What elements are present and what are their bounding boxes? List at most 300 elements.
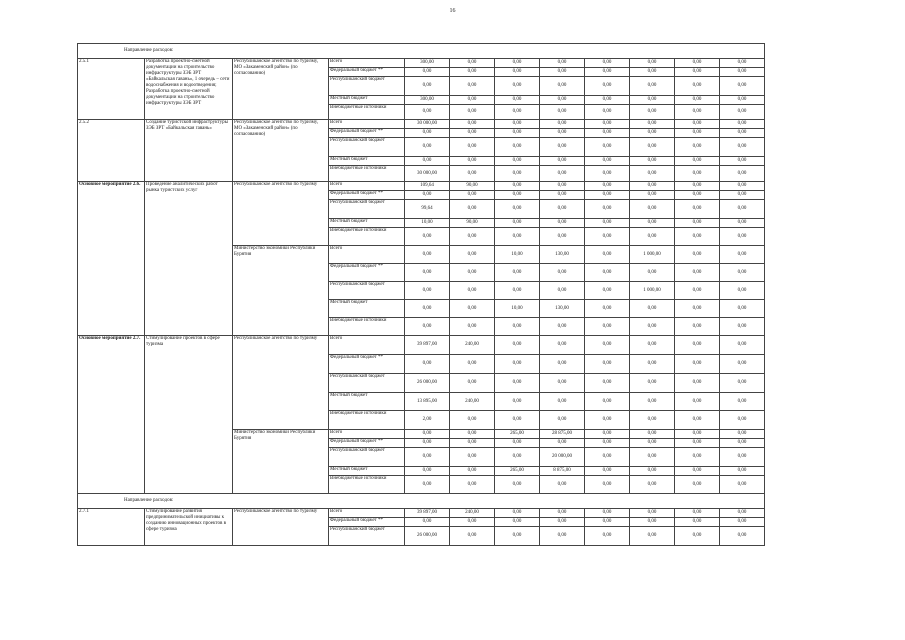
amount-cell: 0,00 xyxy=(720,476,765,494)
amount-cell: 99,64 xyxy=(405,200,450,219)
amount-cell: 0,00 xyxy=(675,105,720,120)
amount-cell: 0,00 xyxy=(630,393,675,411)
funding-source: Федеральный бюджет ** xyxy=(329,191,405,200)
amount-cell: 0,00 xyxy=(630,166,675,182)
amount-cell: 0,00 xyxy=(630,300,675,318)
amount-cell: 0,00 xyxy=(495,355,540,374)
amount-cell: 0,00 xyxy=(630,264,675,282)
amount-cell: 0,00 xyxy=(495,509,540,518)
amount-cell: 0,00 xyxy=(540,200,585,219)
amount-cell: 10,00 xyxy=(495,300,540,318)
amount-cell: 0,00 xyxy=(585,393,630,411)
amount-cell: 0,00 xyxy=(720,430,765,439)
amount-cell: 109,64 xyxy=(405,182,450,191)
amount-cell: 0,00 xyxy=(585,355,630,374)
amount-cell: 0,00 xyxy=(585,96,630,105)
amount-cell: 0,00 xyxy=(585,448,630,467)
amount-cell: 0,00 xyxy=(450,200,495,219)
amount-cell: 0,00 xyxy=(540,96,585,105)
amount-cell: 0,00 xyxy=(450,355,495,374)
amount-cell: 0,00 xyxy=(585,200,630,219)
amount-cell: 0,00 xyxy=(495,439,540,448)
amount-cell: 0,00 xyxy=(675,166,720,182)
amount-cell: 0,00 xyxy=(630,411,675,430)
amount-cell: 0,00 xyxy=(675,374,720,393)
amount-cell: 0,00 xyxy=(405,68,450,77)
funding-source: Всего xyxy=(329,246,405,264)
funding-source: Внебюджетные источники xyxy=(329,476,405,494)
amount-cell: 0,00 xyxy=(450,411,495,430)
table-row xyxy=(78,120,765,129)
amount-cell: 0,00 xyxy=(450,518,495,527)
amount-cell: 0,00 xyxy=(585,430,630,439)
amount-cell: 0,00 xyxy=(675,527,720,546)
table-row xyxy=(78,336,765,355)
amount-cell: 0,00 xyxy=(450,138,495,157)
amount-cell: 0,00 xyxy=(495,518,540,527)
amount-cell: 0,00 xyxy=(405,430,450,439)
amount-cell: 0,00 xyxy=(720,246,765,264)
amount-cell: 0,00 xyxy=(405,105,450,120)
amount-cell: 300,00 xyxy=(405,59,450,68)
funding-source: Республиканский бюджет xyxy=(329,200,405,219)
amount-cell: 0,00 xyxy=(720,374,765,393)
amount-cell: 0,00 xyxy=(405,355,450,374)
funding-source: Внебюджетные источники xyxy=(329,166,405,182)
amount-cell: 0,00 xyxy=(450,129,495,138)
amount-cell: 0,00 xyxy=(630,129,675,138)
amount-cell: 2,00 xyxy=(405,411,450,430)
amount-cell: 0,00 xyxy=(540,77,585,96)
amount-cell: 0,00 xyxy=(675,282,720,300)
amount-cell: 0,00 xyxy=(450,157,495,166)
amount-cell: 0,00 xyxy=(675,336,720,355)
amount-cell: 0,00 xyxy=(675,120,720,129)
amount-cell: 0,00 xyxy=(675,219,720,228)
amount-cell: 0,00 xyxy=(405,191,450,200)
amount-cell: 0,00 xyxy=(495,120,540,129)
funding-source: Внебюджетные источники xyxy=(329,105,405,120)
amount-cell: 0,00 xyxy=(495,264,540,282)
amount-cell: 0,00 xyxy=(405,518,450,527)
amount-cell: 0,00 xyxy=(630,439,675,448)
amount-cell: 0,00 xyxy=(495,228,540,246)
amount-cell: 0,00 xyxy=(495,448,540,467)
item-executor: Министерство экономики Республики Бурятия xyxy=(233,246,329,336)
amount-cell: 0,00 xyxy=(720,518,765,527)
funding-source: Всего xyxy=(329,182,405,191)
amount-cell: 0,00 xyxy=(675,191,720,200)
amount-cell: 39 897,00 xyxy=(405,336,450,355)
amount-cell: 0,00 xyxy=(540,509,585,518)
amount-cell: 0,00 xyxy=(720,282,765,300)
amount-cell: 0,00 xyxy=(720,77,765,96)
amount-cell: 0,00 xyxy=(450,467,495,476)
amount-cell: 0,00 xyxy=(720,336,765,355)
amount-cell: 1 000,00 xyxy=(630,282,675,300)
amount-cell: 0,00 xyxy=(630,138,675,157)
table-body xyxy=(78,44,765,546)
funding-source: Республиканский бюджет xyxy=(329,138,405,157)
item-code: Основное мероприятие 2.6. xyxy=(78,182,145,336)
amount-cell: 0,00 xyxy=(495,105,540,120)
amount-cell: 0,00 xyxy=(540,518,585,527)
amount-cell: 0,00 xyxy=(675,355,720,374)
amount-cell: 0,00 xyxy=(630,355,675,374)
amount-cell: 0,00 xyxy=(495,59,540,68)
amount-cell: 0,00 xyxy=(720,467,765,476)
amount-cell: 0,00 xyxy=(585,182,630,191)
amount-cell: 0,00 xyxy=(540,476,585,494)
amount-cell: 0,00 xyxy=(675,518,720,527)
amount-cell: 0,00 xyxy=(405,282,450,300)
amount-cell: 0,00 xyxy=(540,105,585,120)
funding-source: Республиканский бюджет xyxy=(329,282,405,300)
amount-cell: 0,00 xyxy=(495,219,540,228)
amount-cell: 0,00 xyxy=(630,374,675,393)
amount-cell: 0,00 xyxy=(630,191,675,200)
amount-cell: 0,00 xyxy=(630,68,675,77)
amount-cell: 0,00 xyxy=(495,68,540,77)
amount-cell: 0,00 xyxy=(720,355,765,374)
funding-source: Внебюджетные источники xyxy=(329,318,405,336)
funding-source: Всего xyxy=(329,59,405,68)
amount-cell: 0,00 xyxy=(495,191,540,200)
amount-cell: 0,00 xyxy=(540,282,585,300)
amount-cell: 130,00 xyxy=(540,300,585,318)
amount-cell: 0,00 xyxy=(585,219,630,228)
amount-cell: 28 875,00 xyxy=(540,430,585,439)
amount-cell: 0,00 xyxy=(585,129,630,138)
amount-cell: 0,00 xyxy=(540,264,585,282)
amount-cell: 0,00 xyxy=(585,476,630,494)
item-name: Проведение аналитических работ рынка туристских услуг xyxy=(145,182,233,336)
amount-cell: 0,00 xyxy=(630,509,675,518)
amount-cell: 0,00 xyxy=(675,476,720,494)
amount-cell: 0,00 xyxy=(585,411,630,430)
amount-cell: 130,00 xyxy=(540,246,585,264)
amount-cell: 0,00 xyxy=(450,59,495,68)
amount-cell: 0,00 xyxy=(720,129,765,138)
amount-cell: 20 000,00 xyxy=(540,448,585,467)
item-code: 2.5.1 xyxy=(78,59,145,120)
funding-source: Местный бюджет xyxy=(329,393,405,411)
amount-cell: 0,00 xyxy=(405,439,450,448)
amount-cell: 0,00 xyxy=(720,219,765,228)
amount-cell: 0,00 xyxy=(720,448,765,467)
amount-cell: 0,00 xyxy=(675,228,720,246)
amount-cell: 0,00 xyxy=(405,129,450,138)
amount-cell: 0,00 xyxy=(630,182,675,191)
item-executor: Республиканское агентство по туризму xyxy=(233,509,329,546)
amount-cell: 0,00 xyxy=(720,191,765,200)
amount-cell: 0,00 xyxy=(675,246,720,264)
amount-cell: 0,00 xyxy=(405,467,450,476)
amount-cell: 0,00 xyxy=(675,138,720,157)
item-executor: Республиканское агентство по туризму, МО «Закаменский район» (по согласованию) xyxy=(233,59,329,120)
amount-cell: 0,00 xyxy=(675,300,720,318)
amount-cell: 0,00 xyxy=(585,246,630,264)
amount-cell: 0,00 xyxy=(405,77,450,96)
page-number: 16 xyxy=(449,8,456,14)
item-code: Основное мероприятие 2.7. xyxy=(78,336,145,494)
amount-cell: 0,00 xyxy=(450,527,495,546)
funding-source: Федеральный бюджет ** xyxy=(329,264,405,282)
funding-source: Республиканский бюджет xyxy=(329,77,405,96)
amount-cell: 0,00 xyxy=(720,264,765,282)
amount-cell: 0,00 xyxy=(450,300,495,318)
amount-cell: 0,00 xyxy=(720,509,765,518)
section-header: Направление расходов: xyxy=(78,494,765,509)
amount-cell: 0,00 xyxy=(585,282,630,300)
item-name: Создание туристской инфраструктуры ЗЭБ ЗРТ «Байкальская гавань» xyxy=(145,120,233,182)
amount-cell: 0,00 xyxy=(585,518,630,527)
amount-cell: 0,00 xyxy=(585,157,630,166)
amount-cell: 0,00 xyxy=(405,157,450,166)
section-header-row xyxy=(78,494,765,509)
amount-cell: 0,00 xyxy=(630,96,675,105)
amount-cell: 0,00 xyxy=(630,120,675,129)
amount-cell: 0,00 xyxy=(450,282,495,300)
amount-cell: 0,00 xyxy=(675,96,720,105)
amount-cell: 0,00 xyxy=(450,228,495,246)
item-executor: Республиканское агентство по туризму xyxy=(233,336,329,430)
amount-cell: 0,00 xyxy=(585,467,630,476)
amount-cell: 0,00 xyxy=(585,336,630,355)
amount-cell: 0,00 xyxy=(450,77,495,96)
amount-cell: 0,00 xyxy=(405,228,450,246)
amount-cell: 0,00 xyxy=(675,200,720,219)
amount-cell: 0,00 xyxy=(720,393,765,411)
item-executor: Республиканское агентство по туризму xyxy=(233,182,329,246)
amount-cell: 0,00 xyxy=(720,59,765,68)
item-name: Стимулирование проектов в сфере туризма xyxy=(145,336,233,494)
amount-cell: 0,00 xyxy=(630,448,675,467)
amount-cell: 0,00 xyxy=(675,509,720,518)
amount-cell: 0,00 xyxy=(450,105,495,120)
item-code: 2.7.1 xyxy=(78,509,145,546)
amount-cell: 0,00 xyxy=(675,430,720,439)
item-code: 2.5.2 xyxy=(78,120,145,182)
amount-cell: 0,00 xyxy=(450,120,495,129)
amount-cell: 0,00 xyxy=(495,157,540,166)
amount-cell: 0,00 xyxy=(585,374,630,393)
amount-cell: 0,00 xyxy=(495,282,540,300)
item-executor: Республиканское агентство по туризму, МО «Закаменский район» (по согласованию) xyxy=(233,120,329,182)
funding-source: Республиканский бюджет xyxy=(329,448,405,467)
amount-cell: 0,00 xyxy=(495,138,540,157)
amount-cell: 0,00 xyxy=(675,448,720,467)
amount-cell: 13 895,00 xyxy=(405,393,450,411)
amount-cell: 0,00 xyxy=(675,393,720,411)
amount-cell: 0,00 xyxy=(585,105,630,120)
amount-cell: 240,00 xyxy=(450,393,495,411)
amount-cell: 0,00 xyxy=(495,374,540,393)
amount-cell: 0,00 xyxy=(405,448,450,467)
amount-cell: 0,00 xyxy=(720,96,765,105)
amount-cell: 0,00 xyxy=(450,439,495,448)
amount-cell: 0,00 xyxy=(450,264,495,282)
amount-cell: 0,00 xyxy=(630,77,675,96)
funding-source: Всего xyxy=(329,430,405,439)
funding-source: Местный бюджет xyxy=(329,157,405,166)
funding-source: Местный бюджет xyxy=(329,300,405,318)
amount-cell: 0,00 xyxy=(585,77,630,96)
amount-cell: 0,00 xyxy=(720,105,765,120)
amount-cell: 0,00 xyxy=(585,318,630,336)
amount-cell: 0,00 xyxy=(720,182,765,191)
amount-cell: 0,00 xyxy=(540,228,585,246)
amount-cell: 0,00 xyxy=(540,411,585,430)
amount-cell: 0,00 xyxy=(495,129,540,138)
funding-source: Федеральный бюджет ** xyxy=(329,439,405,448)
amount-cell: 0,00 xyxy=(630,200,675,219)
amount-cell: 0,00 xyxy=(450,476,495,494)
item-name: Стимулирование развития предпринимательской инициативы к созданию инновационных проектов в сфере туризма xyxy=(145,509,233,546)
amount-cell: 0,00 xyxy=(495,411,540,430)
amount-cell: 0,00 xyxy=(630,336,675,355)
amount-cell: 8 875,00 xyxy=(540,467,585,476)
amount-cell: 0,00 xyxy=(540,191,585,200)
amount-cell: 1 000,00 xyxy=(630,246,675,264)
amount-cell: 0,00 xyxy=(720,120,765,129)
item-executor: Министерство экономики Республики Бурятия xyxy=(233,430,329,494)
amount-cell: 0,00 xyxy=(720,138,765,157)
amount-cell: 0,00 xyxy=(450,191,495,200)
amount-cell: 0,00 xyxy=(720,228,765,246)
amount-cell: 30 000,00 xyxy=(405,166,450,182)
amount-cell: 0,00 xyxy=(675,439,720,448)
amount-cell: 0,00 xyxy=(720,318,765,336)
amount-cell: 0,00 xyxy=(405,476,450,494)
amount-cell: 0,00 xyxy=(405,318,450,336)
amount-cell: 0,00 xyxy=(450,448,495,467)
amount-cell: 0,00 xyxy=(540,374,585,393)
funding-source: Республиканский бюджет xyxy=(329,527,405,546)
amount-cell: 90,00 xyxy=(450,219,495,228)
amount-cell: 0,00 xyxy=(495,96,540,105)
amount-cell: 0,00 xyxy=(585,68,630,77)
funding-source: Внебюджетные источники xyxy=(329,228,405,246)
amount-cell: 0,00 xyxy=(585,527,630,546)
funding-source: Всего xyxy=(329,120,405,129)
amount-cell: 90,00 xyxy=(450,182,495,191)
amount-cell: 0,00 xyxy=(495,166,540,182)
amount-cell: 0,00 xyxy=(495,200,540,219)
amount-cell: 0,00 xyxy=(450,166,495,182)
amount-cell: 0,00 xyxy=(495,393,540,411)
amount-cell: 0,00 xyxy=(720,166,765,182)
amount-cell: 0,00 xyxy=(630,157,675,166)
amount-cell: 0,00 xyxy=(405,300,450,318)
amount-cell: 0,00 xyxy=(720,157,765,166)
amount-cell: 0,00 xyxy=(540,355,585,374)
amount-cell: 0,00 xyxy=(450,246,495,264)
amount-cell: 265,00 xyxy=(495,467,540,476)
item-name: Разработка проектно-сметной документации на строительство инфраструктуры ЗЭБ ЗРТ «Байкальская гавань», 1 очередь – сети водоснабжения и водоотведения; Разработка проектно-сметной документации на строительство инфраструктуры ЗЭБ ЗРТ xyxy=(145,59,233,120)
funding-source: Всего xyxy=(329,509,405,518)
amount-cell: 0,00 xyxy=(675,68,720,77)
amount-cell: 0,00 xyxy=(405,138,450,157)
amount-cell: 0,00 xyxy=(450,96,495,105)
amount-cell: 0,00 xyxy=(675,182,720,191)
funding-source: Федеральный бюджет ** xyxy=(329,129,405,138)
amount-cell: 30 000,00 xyxy=(405,120,450,129)
amount-cell: 0,00 xyxy=(630,219,675,228)
amount-cell: 0,00 xyxy=(405,264,450,282)
amount-cell: 0,00 xyxy=(540,336,585,355)
amount-cell: 0,00 xyxy=(495,527,540,546)
funding-source: Внебюджетные источники xyxy=(329,411,405,430)
amount-cell: 0,00 xyxy=(450,430,495,439)
amount-cell: 0,00 xyxy=(585,191,630,200)
amount-cell: 0,00 xyxy=(585,509,630,518)
amount-cell: 10,00 xyxy=(495,246,540,264)
amount-cell: 0,00 xyxy=(675,467,720,476)
amount-cell: 0,00 xyxy=(450,374,495,393)
funding-source: Местный бюджет xyxy=(329,219,405,228)
amount-cell: 10,00 xyxy=(405,219,450,228)
amount-cell: 0,00 xyxy=(450,318,495,336)
amount-cell: 0,00 xyxy=(675,157,720,166)
amount-cell: 0,00 xyxy=(675,264,720,282)
amount-cell: 240,00 xyxy=(450,509,495,518)
amount-cell: 0,00 xyxy=(630,430,675,439)
table-row xyxy=(78,182,765,191)
amount-cell: 0,00 xyxy=(495,336,540,355)
amount-cell: 240,00 xyxy=(450,336,495,355)
amount-cell: 0,00 xyxy=(630,467,675,476)
amount-cell: 0,00 xyxy=(585,300,630,318)
funding-source: Федеральный бюджет ** xyxy=(329,68,405,77)
amount-cell: 0,00 xyxy=(540,527,585,546)
amount-cell: 0,00 xyxy=(495,318,540,336)
amount-cell: 0,00 xyxy=(585,264,630,282)
amount-cell: 0,00 xyxy=(495,77,540,96)
amount-cell: 0,00 xyxy=(540,182,585,191)
amount-cell: 0,00 xyxy=(630,228,675,246)
amount-cell: 0,00 xyxy=(720,68,765,77)
amount-cell: 0,00 xyxy=(675,59,720,68)
amount-cell: 0,00 xyxy=(540,129,585,138)
amount-cell: 26 000,00 xyxy=(405,527,450,546)
amount-cell: 0,00 xyxy=(585,59,630,68)
amount-cell: 0,00 xyxy=(675,411,720,430)
funding-source: Всего xyxy=(329,336,405,355)
table-row xyxy=(78,59,765,68)
amount-cell: 26 000,00 xyxy=(405,374,450,393)
budget-table xyxy=(77,43,765,546)
amount-cell: 0,00 xyxy=(675,129,720,138)
amount-cell: 0,00 xyxy=(720,200,765,219)
amount-cell: 0,00 xyxy=(675,77,720,96)
amount-cell: 0,00 xyxy=(540,393,585,411)
amount-cell: 0,00 xyxy=(720,527,765,546)
amount-cell: 39 897,00 xyxy=(405,509,450,518)
amount-cell: 0,00 xyxy=(585,166,630,182)
amount-cell: 0,00 xyxy=(540,120,585,129)
amount-cell: 0,00 xyxy=(540,59,585,68)
amount-cell: 0,00 xyxy=(630,59,675,68)
amount-cell: 0,00 xyxy=(630,476,675,494)
amount-cell: 0,00 xyxy=(405,246,450,264)
amount-cell: 0,00 xyxy=(585,120,630,129)
amount-cell: 0,00 xyxy=(540,138,585,157)
amount-cell: 0,00 xyxy=(630,318,675,336)
amount-cell: 0,00 xyxy=(450,68,495,77)
table-row xyxy=(78,509,765,518)
funding-source: Местный бюджет xyxy=(329,96,405,105)
